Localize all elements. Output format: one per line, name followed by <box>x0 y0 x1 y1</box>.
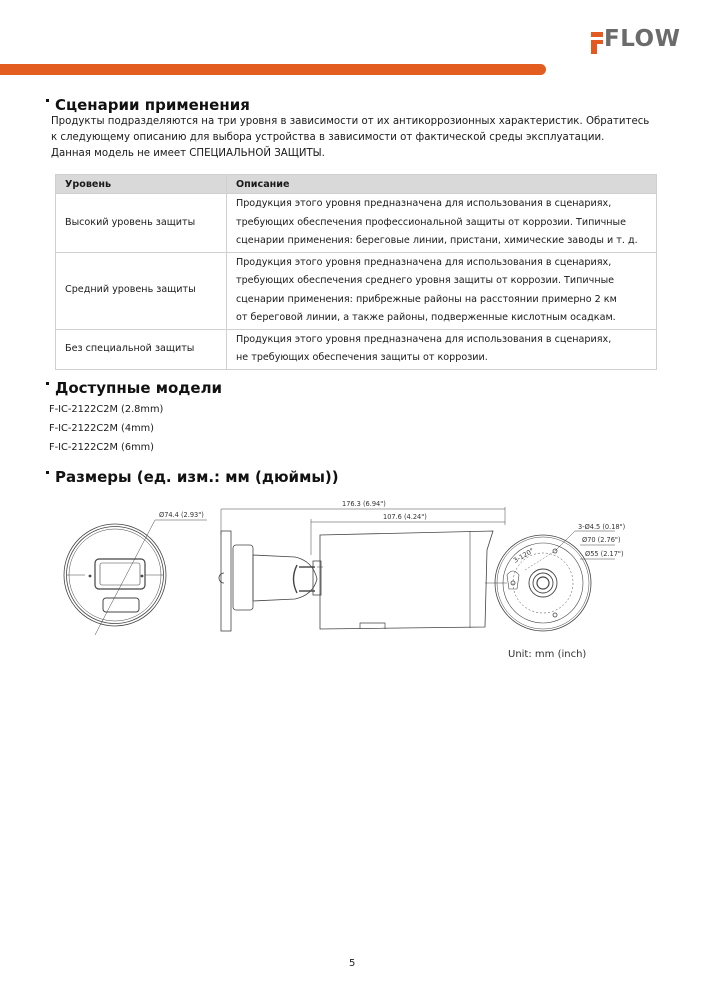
level-cell: Высокий уровень защиты <box>56 194 227 253</box>
description-line: Продукция этого уровня предназначена для использования в сценариях, <box>236 198 612 209</box>
column-header-level: Уровень <box>56 175 227 194</box>
front-view <box>64 511 207 635</box>
paragraph-line: к следующему описанию для выбора устройства в зависимости от фактической среды эксплуатации. <box>51 132 605 143</box>
model-list <box>49 400 163 457</box>
logo-mark-icon <box>591 31 603 51</box>
table-row <box>56 194 657 253</box>
bullet-icon <box>46 382 49 385</box>
section-title-text: Сценарии применения <box>55 96 250 114</box>
paragraph-line: Продукты подразделяются на три уровня в зависимости от их антикоррозионных характеристик. Обратитесь <box>51 116 650 127</box>
model-item: F-IC-2122C2M (4mm) <box>49 423 154 434</box>
brand-logo <box>591 27 680 51</box>
model-item: F-IC-2122C2M (2.8mm) <box>49 404 164 415</box>
description-line: не требующих обеспечения защиты от коррозии. <box>236 352 488 363</box>
mount-view <box>485 523 625 631</box>
protection-levels-table <box>55 174 657 370</box>
unit-note: Unit: mm (inch) <box>508 649 587 660</box>
section-title-text: Размеры (ед. изм.: мм (дюймы)) <box>55 468 339 486</box>
front-diameter-label: Ø74.4 (2.93") <box>159 511 204 519</box>
section-title-models <box>46 379 222 397</box>
description-line: требующих обеспечения профессиональной защиты от коррозии. Типичные <box>236 216 627 228</box>
description-line: требующих обеспечения среднего уровня защиты от коррозии. Типичные <box>236 275 615 286</box>
description-line: сценарии применения: прибрежные районы на расстоянии примерно 2 км <box>236 293 617 305</box>
description-cell <box>227 329 657 369</box>
page-number: 5 <box>349 958 356 969</box>
description-cell <box>227 252 657 329</box>
description-cell <box>227 194 657 253</box>
section-title-scenarios <box>46 96 250 114</box>
description-line: Продукция этого уровня предназначена для использования в сценариях, <box>236 333 612 345</box>
section-title-text: Доступные модели <box>55 379 223 397</box>
header-accent-bar <box>0 64 546 75</box>
bullet-icon <box>46 99 49 102</box>
hole-angle-label: 3-120° <box>512 546 536 565</box>
scenarios-paragraph <box>51 114 649 162</box>
section-title-dimensions <box>46 468 339 486</box>
description-line: сценарии применения: береговые линии, пристани, химические заводы и т. д. <box>236 235 638 246</box>
logo-text: FLOW <box>604 26 681 52</box>
column-header-description: Описание <box>227 175 657 194</box>
model-item: F-IC-2122C2M (6mm) <box>49 442 154 453</box>
description-line: от береговой линии, а также районы, подверженные кислотным осадкам. <box>236 312 616 323</box>
table-row <box>56 329 657 369</box>
dimension-drawing <box>55 495 655 645</box>
level-cell: Средний уровень защиты <box>56 252 227 329</box>
holes-label: 3-Ø4.5 (0.18") <box>578 523 626 531</box>
body-length-label: 107.6 (4.24") <box>383 513 427 521</box>
paragraph-line: Данная модель не имеет СПЕЦИАЛЬНОЙ ЗАЩИТЫ. <box>51 148 325 159</box>
description-line: Продукция этого уровня предназначена для использования в сценариях, <box>236 256 612 268</box>
table-row <box>56 252 657 329</box>
total-length-label: 176.3 (6.94") <box>342 500 386 508</box>
bullet-icon <box>46 471 49 474</box>
mount-outer-label: Ø70 (2.76") <box>582 536 621 544</box>
level-cell: Без специальной защиты <box>56 329 227 369</box>
table-header-row <box>56 175 657 194</box>
mount-inner-label: Ø55 (2.17") <box>585 550 624 558</box>
side-view <box>219 500 505 631</box>
